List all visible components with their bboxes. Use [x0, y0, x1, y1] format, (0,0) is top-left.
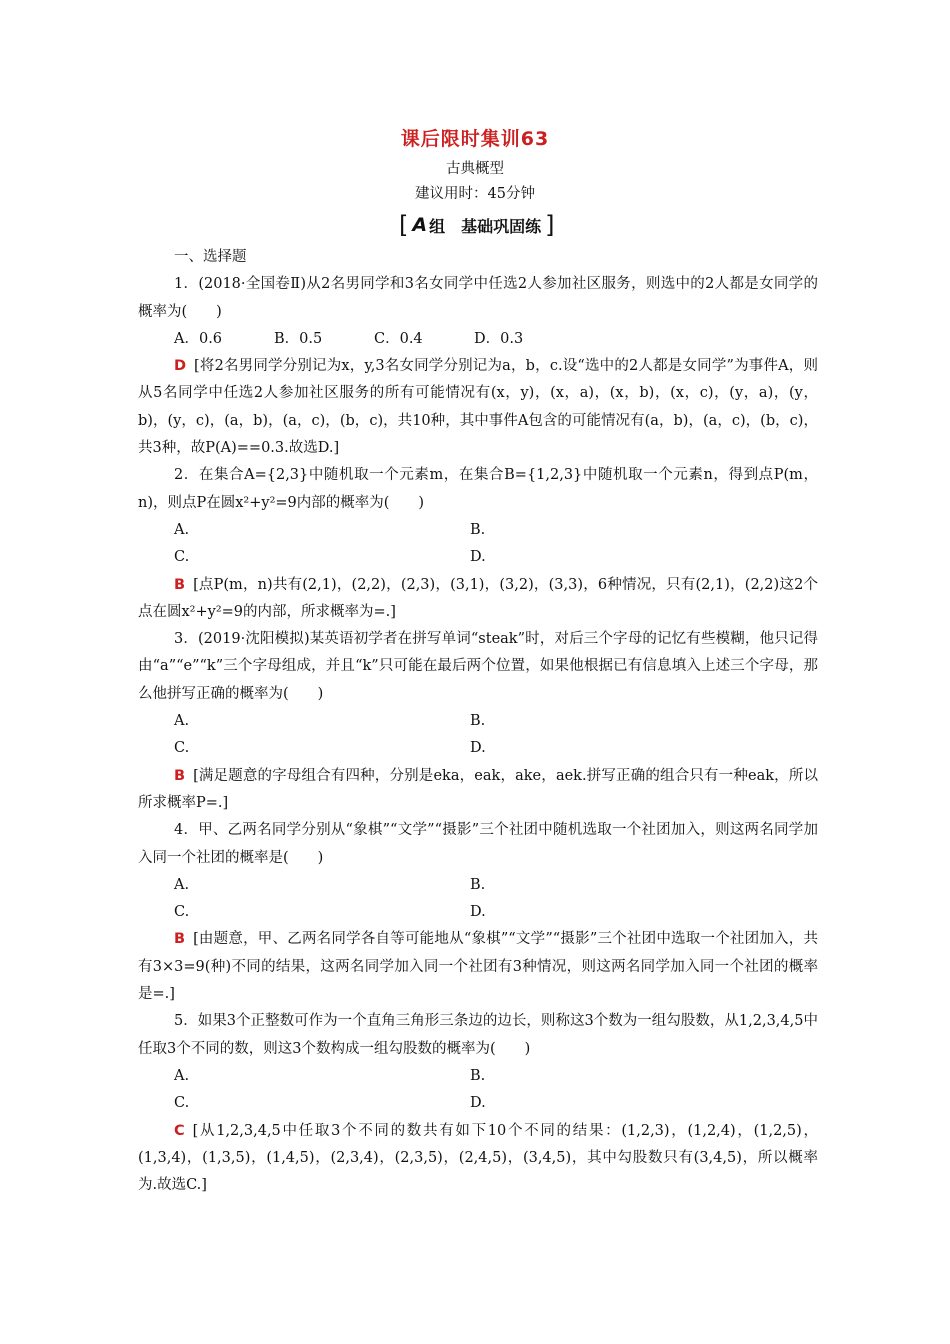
option-a: A.: [174, 521, 190, 538]
answer-explanation: [138, 926, 818, 1008]
left-bracket-icon: [: [399, 211, 409, 239]
option-d: D.: [470, 1095, 486, 1112]
question-options-row: [138, 1090, 818, 1117]
question-stem: 1．(2018·全国卷Ⅱ)从2名男同学和3名女同学中任选2人参加社区服务，则选中的2人都是女同学的概率为( ): [138, 276, 818, 320]
question-stem: 5．如果3个正整数可作为一个直角三角形三条边的边长，则称这3个数为一组勾股数，从1,2,3,4,5中任取3个不同的数，则这3个数构成一组勾股数的概率为( ): [138, 1013, 818, 1057]
option-a: A.: [174, 876, 190, 893]
option-c: C.: [174, 549, 190, 566]
group-banner: [395, 212, 558, 238]
answer-letter: C: [174, 1122, 185, 1139]
answer-explanation: [138, 353, 818, 462]
option-c: C.: [174, 740, 190, 757]
option-d: D．0.3: [474, 330, 524, 347]
option-b: B．0.5: [274, 330, 323, 347]
question-stem: 3．(2019·沈阳模拟)某英语初学者在拼写单词“steak”时，对后三个字母的记忆有些模糊，他只记得由“a”“e”“k”三个字母组成，并且“k”只可能在最后两个位置，如果他根据已有信息填入上述三个字母，那么他拼写正确的概率为( ): [138, 631, 818, 702]
question-options: [138, 326, 818, 353]
group-label: 组 基础巩固练: [429, 216, 542, 236]
explanation-text: [从1,2,3,4,5中任取3个不同的数共有如下10个不同的结果：(1,2,3)，(1,2,4)，(1,2,5)，(1,3,4)，(1,3,5)，(1,4,5)，(2,3,4)，(2,3,5)，(2,4,5)，(3,4,5)，其中勾股数只有(3,4,5)，所以概率为.故选C.]: [138, 1122, 818, 1194]
explanation-text: [将2名男同学分别记为x，y,3名女同学分别记为a，b，c.设“选中的2人都是女同学”为事件A，则从5名同学中任选2人参加社区服务的所有可能情况有(x，y)，(x，a)，(x，b)，(x，c)，(y，a)，(y，b)，(y，c)，(a，b)，(a，c)，(b，c)，共10种，其中事件A包含的可能情况有(a，b)，(a，c)，(b，c)，共3种，故P(A)==0.3.故选D.]: [138, 358, 818, 457]
explanation-text: [由题意，甲、乙两名同学各自等可能地从“象棋”“文学”“摄影”三个社团中选取一个社团加入，共有3×3=9(种)不同的结果，这两名同学加入同一个社团有3种情况，则这两名同学加入同一个社团的概率是=.]: [138, 931, 818, 1003]
answer-explanation: [138, 572, 818, 627]
page-subtitle: 古典概型: [446, 161, 504, 177]
explanation-text: [点P(m，n)共有(2,1)，(2,2)，(2,3)，(3,1)，(3,2)，(3,3)，6种情况，只有(2,1)，(2,2)这2个点在圆x²+y²=9的内部，所求概率为=.]: [138, 576, 818, 620]
explanation-text: [满足题意的字母组合有四种，分别是eka，eak，ake，aek.拼写正确的组合只有一种eak，所以所求概率P=.]: [138, 767, 818, 811]
page-title: 课后限时集训63: [400, 128, 550, 150]
question-stem: 4．甲、乙两名同学分别从“象棋”“文学”“摄影”三个社团中随机选取一个社团加入，则这两名同学加入同一个社团的概率是( ): [138, 822, 818, 866]
group-letter: A: [412, 214, 428, 236]
option-d: D.: [470, 549, 486, 566]
option-b: B.: [470, 876, 486, 893]
section-heading: 一、选择题: [174, 249, 247, 265]
question-list: [138, 244, 818, 1199]
question-options-row: [138, 517, 818, 544]
option-b: B.: [470, 713, 486, 730]
option-c: C.: [174, 904, 190, 921]
answer-letter: B: [174, 576, 186, 593]
option-b: B.: [470, 521, 486, 538]
answer-explanation: [138, 1118, 818, 1200]
option-c: C.: [174, 1095, 190, 1112]
right-bracket-icon: ]: [545, 211, 555, 239]
option-d: D.: [470, 740, 486, 757]
suggested-time: 建议用时：45分钟: [415, 186, 535, 202]
question-options-row: [138, 1063, 818, 1090]
option-b: B.: [470, 1067, 486, 1084]
option-a: A．0.6: [174, 330, 223, 347]
answer-explanation: [138, 763, 818, 818]
question-options-row: [138, 544, 818, 571]
question-stem: 2．在集合A={2,3}中随机取一个元素m，在集合B={1,2,3}中随机取一个元素n，得到点P(m，n)，则点P在圆x²+y²=9内部的概率为( ): [138, 467, 818, 511]
question-options-row: [138, 735, 818, 762]
answer-letter: B: [174, 931, 186, 948]
answer-letter: B: [174, 767, 186, 784]
option-c: C．0.4: [374, 330, 423, 347]
answer-letter: D: [174, 358, 187, 375]
question-options-row: [138, 899, 818, 926]
option-a: A.: [174, 1067, 190, 1084]
option-d: D.: [470, 904, 486, 921]
question-options-row: [138, 708, 818, 735]
question-options-row: [138, 872, 818, 899]
option-a: A.: [174, 713, 190, 730]
